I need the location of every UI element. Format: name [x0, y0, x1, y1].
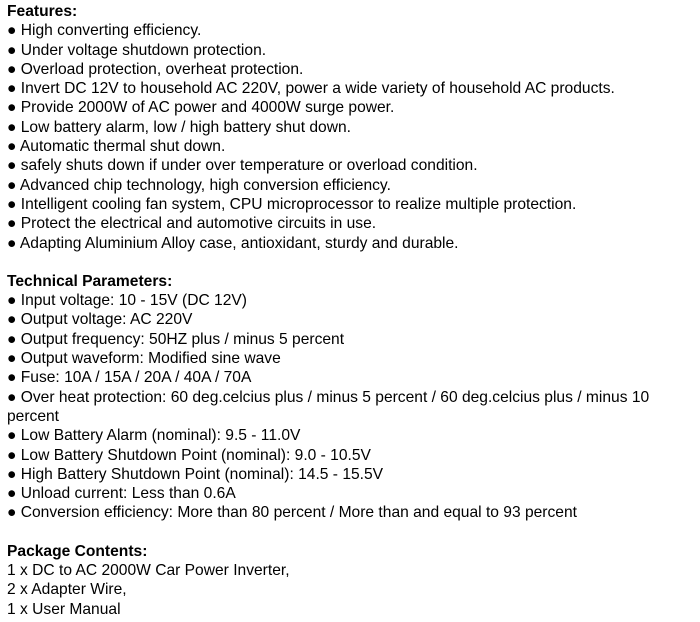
feature-item: ● Overload protection, overheat protection.	[7, 60, 304, 78]
feature-item: ● Adapting Aluminium Alloy case, antioxidant, sturdy and durable.	[7, 234, 459, 252]
feature-item: ● High converting efficiency.	[7, 22, 202, 40]
parameter-item: ● Fuse: 10A / 15A / 20A / 40A / 70A	[7, 369, 252, 387]
feature-item: ● Under voltage shutdown protection.	[7, 41, 267, 59]
package-item: 2 x Adapter Wire,	[7, 581, 127, 599]
package-contents-section	[7, 542, 700, 619]
parameter-item: ● Conversion efficiency: More than 80 percent / More than and equal to 93 percent	[7, 504, 577, 522]
parameter-item: ● Output voltage: AC 220V	[7, 311, 193, 329]
feature-item: ● safely shuts down if under over temperature or overload condition.	[7, 157, 478, 175]
package-item: 1 x User Manual	[7, 600, 121, 618]
feature-item: ● Automatic thermal shut down.	[7, 138, 226, 156]
parameter-item: ● Low Battery Shutdown Point (nominal): 9.0 - 10.5V	[7, 446, 371, 464]
parameter-item: ● Low Battery Alarm (nominal): 9.5 - 11.0V	[7, 427, 301, 445]
feature-item: ● Invert DC 12V to household AC 220V, power a wide variety of household AC products.	[7, 80, 615, 98]
features-heading: Features:	[7, 3, 78, 20]
parameter-item: ● Over heat protection: 60 deg.celcius plus / minus 5 percent / 60 deg.celcius plus / minus 10 percent	[7, 388, 650, 425]
feature-item: ● Low battery alarm, low / high battery shut down.	[7, 118, 351, 136]
technical-parameters-section	[7, 272, 700, 523]
parameter-item: ● Unload current: Less than 0.6A	[7, 485, 236, 503]
technical-parameters-heading: Technical Parameters:	[7, 272, 173, 290]
feature-item: ● Advanced chip technology, high conversion efficiency.	[7, 176, 391, 194]
feature-item: ● Provide 2000W of AC power and 4000W surge power.	[7, 99, 395, 117]
parameter-item: ● Output waveform: Modified sine wave	[7, 350, 281, 368]
parameter-item: ● Output frequency: 50HZ plus / minus 5 percent	[7, 330, 345, 348]
parameter-item: ● Input voltage: 10 - 15V (DC 12V)	[7, 292, 247, 310]
parameter-item: ● High Battery Shutdown Point (nominal): 14.5 - 15.5V	[7, 465, 384, 483]
package-contents-heading: Package Contents:	[7, 542, 148, 560]
feature-item: ● Protect the electrical and automotive circuits in use.	[7, 215, 377, 233]
feature-item: ● Intelligent cooling fan system, CPU microprocessor to realize multiple protection.	[7, 195, 577, 213]
package-item: 1 x DC to AC 2000W Car Power Inverter,	[7, 562, 290, 580]
features-section	[7, 2, 700, 253]
